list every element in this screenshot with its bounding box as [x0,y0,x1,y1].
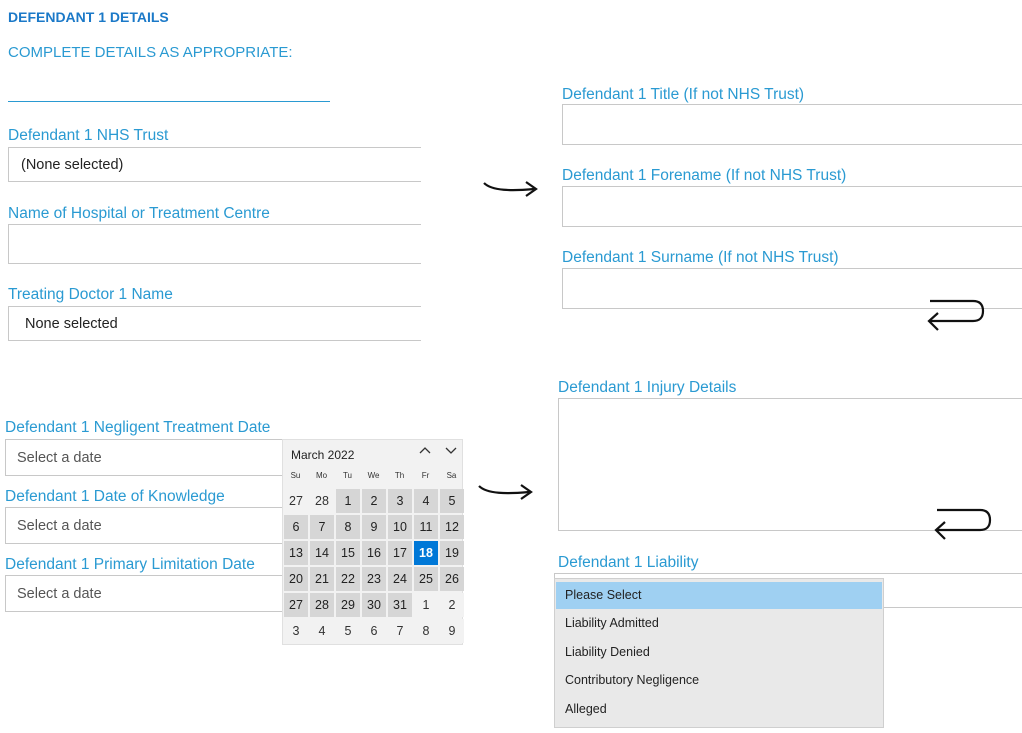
calendar-day[interactable]: 1 [414,593,438,617]
nhs-trust-label: Defendant 1 NHS Trust [8,127,169,144]
weekday-header: Sa [446,471,457,480]
liability-label: Defendant 1 Liability [558,554,699,571]
doctor-value: None selected [25,315,118,332]
weekday-header: We [367,471,380,480]
liability-option[interactable]: Contributory Negligence [565,673,700,688]
chevron-up-icon[interactable] [418,443,432,460]
calendar-day[interactable]: 1 [336,489,360,513]
calendar-day[interactable]: 26 [440,567,464,591]
calendar-day[interactable]: 11 [414,515,438,539]
arrow-right-icon [482,177,542,201]
calendar-day[interactable]: 5 [440,489,464,513]
calendar-day[interactable]: 9 [362,515,386,539]
arrow-right-icon [477,480,537,504]
calendar-day-selected[interactable]: 18 [414,541,438,565]
calendar-day[interactable]: 28 [310,593,334,617]
section-heading: DEFENDANT 1 DETAILS [8,9,169,25]
doctor-select[interactable] [8,306,421,341]
chevron-down-icon[interactable] [444,443,458,460]
calendar-day[interactable]: 7 [310,515,334,539]
title-input[interactable] [562,104,1022,145]
nhs-trust-value: (None selected) [21,156,124,173]
calendar-day[interactable]: 24 [388,567,412,591]
title-label: Defendant 1 Title (If not NHS Trust) [562,86,805,103]
calendar-day[interactable]: 21 [310,567,334,591]
calendar-day[interactable]: 4 [310,619,334,643]
calendar-day[interactable]: 12 [440,515,464,539]
calendar-day[interactable]: 5 [336,619,360,643]
doctor-label: Treating Doctor 1 Name [8,286,173,303]
return-arrow-icon [932,505,994,549]
calendar-day[interactable]: 27 [284,489,308,513]
calendar-popup [282,439,463,645]
weekday-header: Th [394,471,405,480]
section-subtitle: COMPLETE DETAILS AS APPROPRIATE: [8,44,293,61]
calendar-month-label: March 2022 [291,448,355,462]
calendar-day[interactable]: 16 [362,541,386,565]
calendar-day[interactable]: 2 [440,593,464,617]
calendar-day[interactable]: 7 [388,619,412,643]
hospital-input[interactable] [8,224,421,264]
calendar-day[interactable]: 25 [414,567,438,591]
calendar-day[interactable]: 3 [284,619,308,643]
calendar-day[interactable]: 8 [336,515,360,539]
liability-dropdown-list [554,578,884,728]
calendar-day[interactable]: 31 [388,593,412,617]
liability-option[interactable]: Please Select [556,582,882,609]
calendar-day[interactable]: 8 [414,619,438,643]
calendar-day[interactable]: 20 [284,567,308,591]
weekday-header: Su [290,471,301,480]
forename-input[interactable] [562,186,1022,227]
liability-option[interactable]: Alleged [565,701,607,716]
calendar-day[interactable]: 15 [336,541,360,565]
liability-option[interactable]: Liability Admitted [565,616,659,631]
calendar-day[interactable]: 19 [440,541,464,565]
knowledge-date-picker[interactable] [5,507,283,544]
calendar-day[interactable]: 27 [284,593,308,617]
calendar-day[interactable]: 10 [388,515,412,539]
calendar-day[interactable]: 23 [362,567,386,591]
hospital-label: Name of Hospital or Treatment Centre [8,205,270,222]
return-arrow-icon [925,296,987,340]
divider-line [8,101,330,102]
calendar-day[interactable]: 28 [310,489,334,513]
liability-option[interactable]: Liability Denied [565,644,650,659]
calendar-day[interactable]: 6 [284,515,308,539]
negligent-date-picker[interactable] [5,439,283,476]
calendar-day[interactable]: 9 [440,619,464,643]
limitation-date-label: Defendant 1 Primary Limitation Date [5,556,255,573]
weekday-header: Mo [315,471,328,480]
nhs-trust-select[interactable] [8,147,421,182]
calendar-day[interactable]: 2 [362,489,386,513]
negligent-date-placeholder: Select a date [17,449,102,466]
calendar-day[interactable]: 13 [284,541,308,565]
weekday-header: Fr [421,471,430,480]
knowledge-date-label: Defendant 1 Date of Knowledge [5,488,225,505]
calendar-day[interactable]: 14 [310,541,334,565]
calendar-day[interactable]: 6 [362,619,386,643]
forename-label: Defendant 1 Forename (If not NHS Trust) [562,167,847,184]
calendar-day[interactable]: 29 [336,593,360,617]
limitation-date-picker[interactable] [5,575,283,612]
injury-label: Defendant 1 Injury Details [558,379,737,396]
calendar-day[interactable]: 17 [388,541,412,565]
surname-label: Defendant 1 Surname (If not NHS Trust) [562,249,839,266]
negligent-date-label: Defendant 1 Negligent Treatment Date [5,419,271,436]
calendar-day[interactable]: 4 [414,489,438,513]
limitation-date-placeholder: Select a date [17,585,102,602]
calendar-day[interactable]: 30 [362,593,386,617]
knowledge-date-placeholder: Select a date [17,517,102,534]
weekday-header: Tu [342,471,353,480]
calendar-day[interactable]: 3 [388,489,412,513]
calendar-day[interactable]: 22 [336,567,360,591]
